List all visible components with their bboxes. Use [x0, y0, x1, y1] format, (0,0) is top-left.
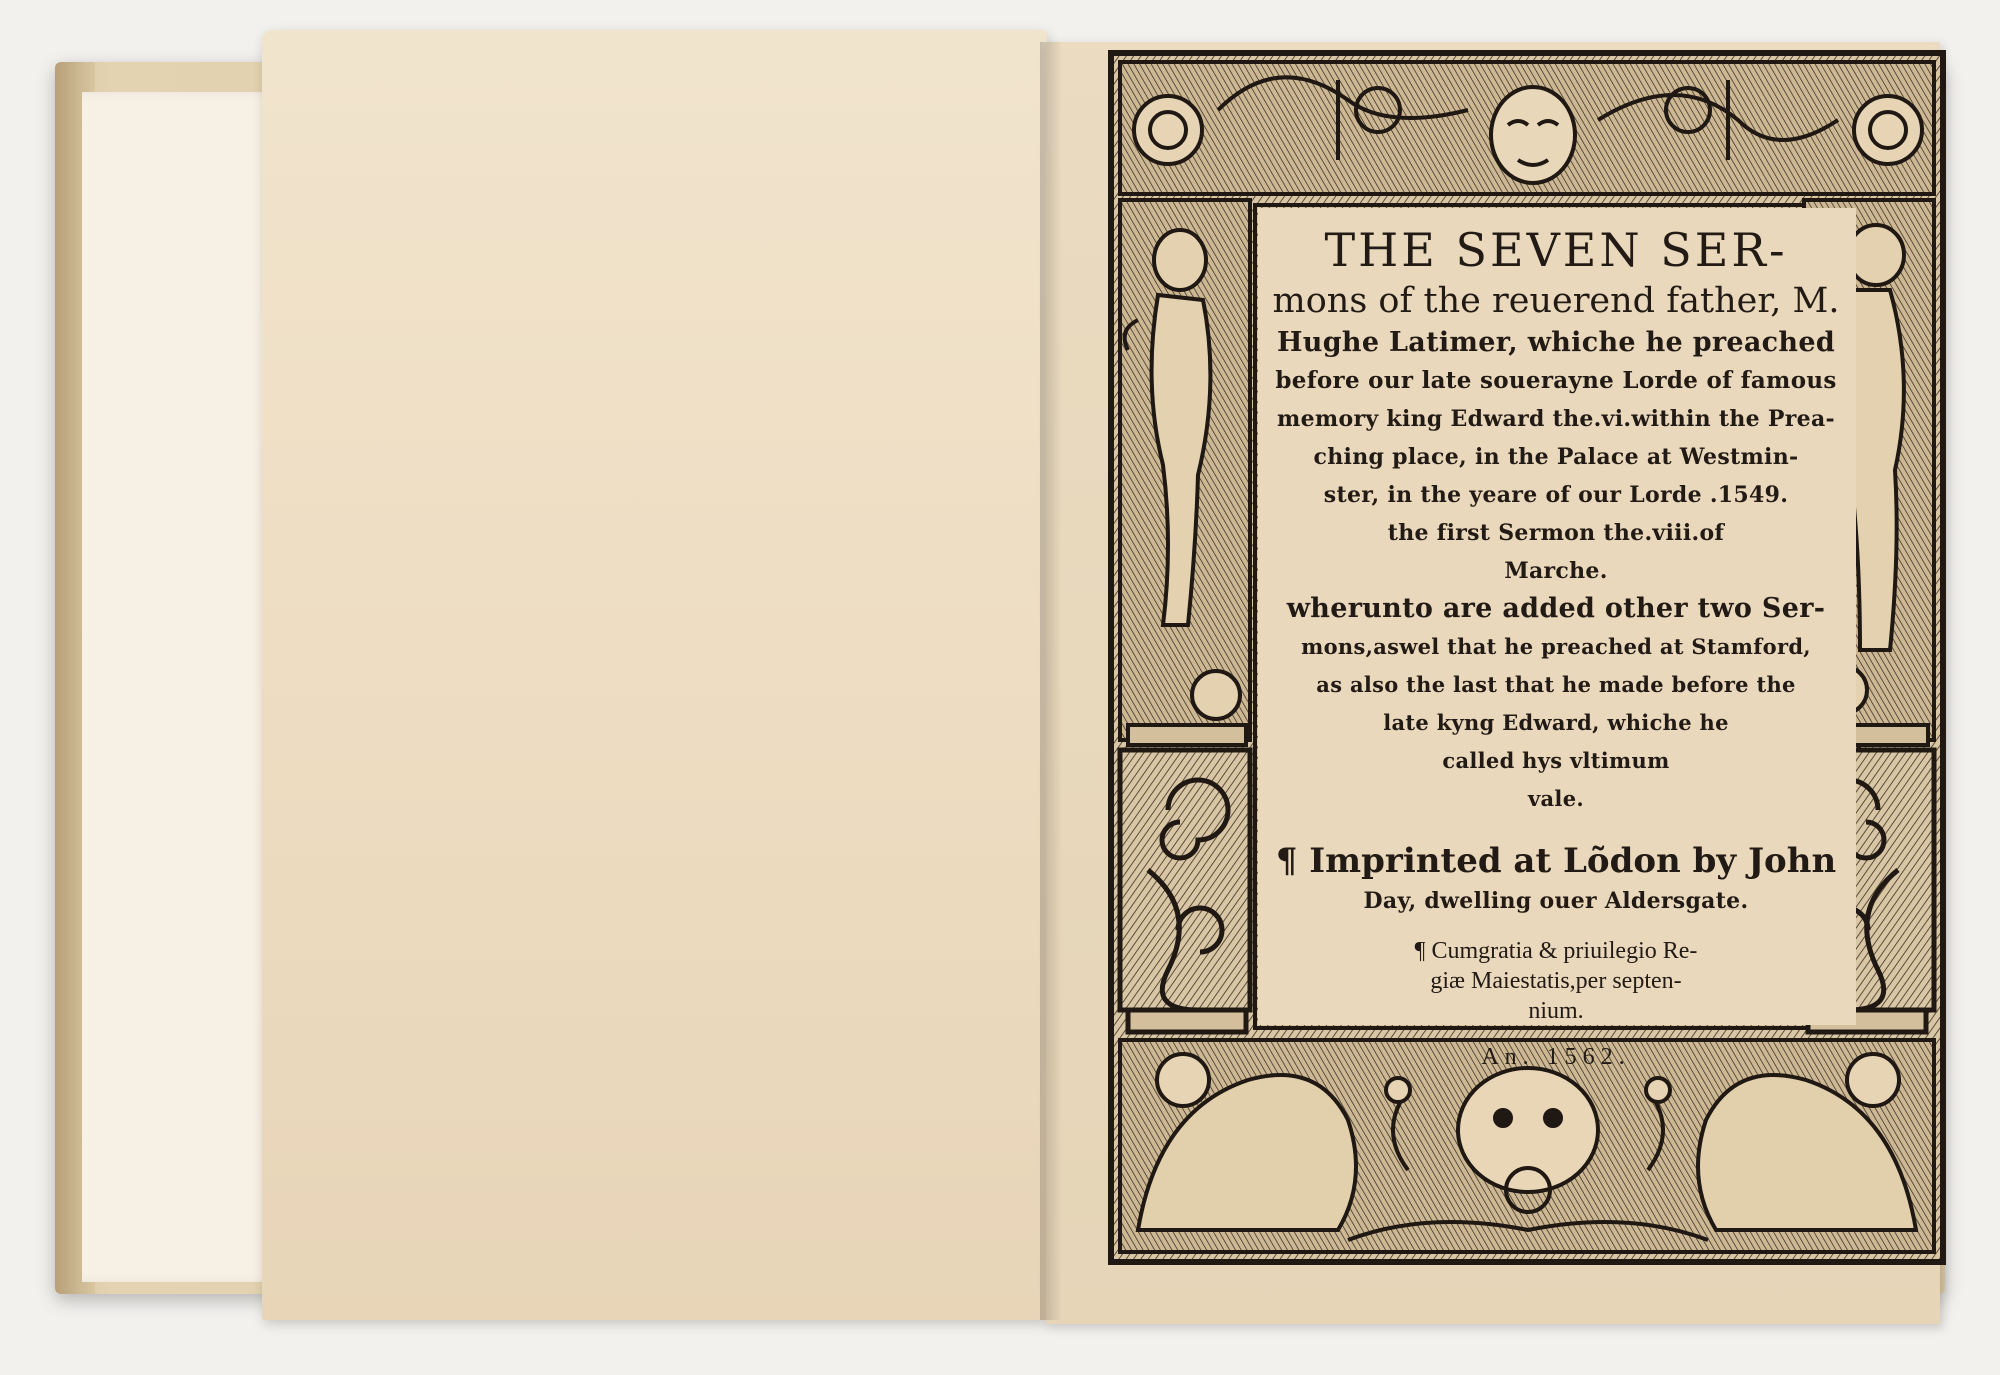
addition-line: mons,aswel that he preached at Stamford,: [1301, 634, 1811, 659]
title-line: THE SEVEN SER-: [1324, 223, 1788, 277]
addition-line: as also the last that he made before the: [1316, 672, 1796, 697]
title-line: the first Sermon the.viii.of: [1387, 520, 1725, 546]
imprint-line: ¶ Imprinted at Lõdon by John: [1275, 841, 1837, 881]
addition-line: called hys vltimum: [1442, 748, 1670, 773]
addition-line: late kyng Edward, whiche he: [1383, 710, 1729, 735]
title-line: Hughe Latimer, whiche he preached: [1276, 327, 1836, 358]
privilege-line: ¶ Cumgratia & priuilegio Re-: [1414, 938, 1698, 964]
title-page-text: [1258, 222, 1854, 1072]
addition-line: vale.: [1528, 786, 1584, 811]
addition-line: wherunto are added other two Ser-: [1286, 593, 1826, 624]
page-gutter-shadow: [1040, 42, 1062, 1320]
title-line: mons of the reuerend father, M.: [1272, 281, 1840, 321]
title-line: ster, in the yeare of our Lorde .1549.: [1323, 482, 1789, 508]
privilege-line: giæ Maiestatis,per septen-: [1430, 968, 1682, 994]
title-line: before our late souerayne Lorde of famous: [1275, 367, 1837, 394]
title-line: Marche.: [1504, 558, 1608, 584]
blank-flyleaf-page: [262, 30, 1047, 1320]
privilege-line: nium.: [1528, 998, 1584, 1024]
publication-date: An. 1562.: [1481, 1044, 1631, 1070]
title-line: ching place, in the Palace at Westmin-: [1313, 444, 1799, 470]
top-band-ornament: [1120, 62, 1934, 194]
imprint-line: Day, dwelling ouer Aldersgate.: [1363, 888, 1749, 914]
left-figure-ornament: [1120, 200, 1250, 745]
title-line: memory king Edward the.vi.within the Prea-: [1277, 406, 1835, 432]
